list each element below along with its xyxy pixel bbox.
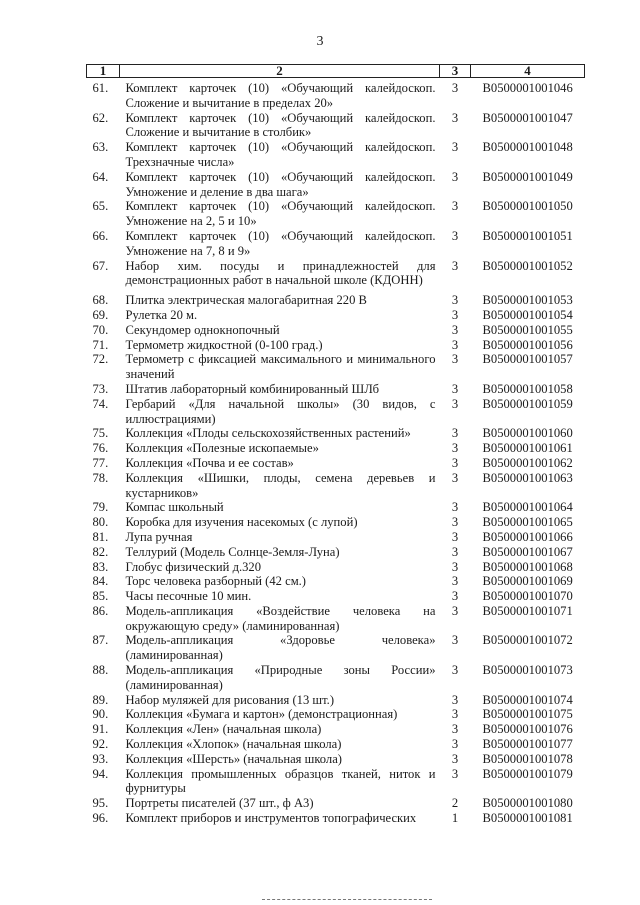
- item-number: 93.: [92, 751, 109, 766]
- item-quantity: 3: [451, 559, 459, 574]
- item-quantity: 3: [451, 140, 459, 155]
- item-code: В0500001001079: [482, 766, 573, 781]
- item-name: Рулетка 20 м.: [125, 307, 198, 322]
- item-code: В0500001001070: [482, 589, 573, 604]
- item-number: 61.: [92, 81, 109, 95]
- item-code: В0500001001062: [482, 455, 573, 470]
- item-name: Часы песочные 10 мин.: [125, 589, 252, 604]
- item-name: Штатив лабораторный комбинированный ШЛб: [125, 381, 380, 396]
- item-number: 79.: [92, 500, 109, 515]
- item-code: В0500001001047: [482, 110, 573, 125]
- item-quantity: 3: [451, 663, 459, 678]
- item-number: 90.: [92, 707, 109, 722]
- item-code: В0500001001063: [482, 470, 573, 485]
- inventory-table: [86, 64, 585, 826]
- item-number: 89.: [92, 692, 109, 707]
- table-row: [87, 545, 585, 560]
- table-row: [87, 78, 585, 111]
- item-code: В0500001001071: [482, 603, 573, 618]
- item-name: Коллекция «Шерсть» (начальная школа): [125, 751, 342, 766]
- item-name: Плитка электрическая малогабаритная 220 В: [125, 293, 367, 308]
- item-number: 85.: [92, 589, 109, 604]
- item-name: Коллекция «Плоды сельскохозяйственных растений»: [125, 426, 411, 441]
- item-name: Лупа ручная: [125, 529, 193, 544]
- item-code: В0500001001052: [482, 258, 573, 273]
- table-row: [87, 352, 585, 382]
- item-number: 76.: [92, 441, 109, 456]
- item-name: Комплект карточек (10) «Обучающий калейдоскоп. Трехзначные числа»: [125, 140, 436, 169]
- item-name: Комплект карточек (10) «Обучающий калейдоскоп. Умножение на 2, 5 и 10»: [125, 199, 436, 229]
- item-quantity: 3: [451, 603, 459, 618]
- item-number: 84.: [92, 574, 109, 589]
- item-name: Глобус физический д.320: [125, 559, 262, 574]
- item-code: В0500001001056: [482, 337, 573, 352]
- item-quantity: 3: [451, 751, 459, 766]
- item-name: Набор муляжей для рисования (13 шт.): [125, 692, 335, 707]
- item-number: 83.: [92, 559, 109, 574]
- table-row: [87, 323, 585, 338]
- header-col-2: 2: [120, 65, 440, 78]
- item-quantity: 3: [451, 529, 459, 544]
- table-row: [87, 229, 585, 259]
- item-name: Термометр жидкостной (0-100 град.): [125, 337, 323, 352]
- item-code: В0500001001081: [482, 811, 573, 826]
- item-number: 64.: [92, 169, 109, 184]
- table-row: [87, 471, 585, 501]
- table-row: [87, 308, 585, 323]
- item-number: 72.: [92, 352, 109, 367]
- table-row: [87, 259, 585, 289]
- item-number: 77.: [92, 455, 109, 470]
- item-quantity: 3: [451, 322, 459, 337]
- item-number: 94.: [92, 766, 109, 781]
- item-quantity: 3: [451, 381, 459, 396]
- item-code: В0500001001072: [482, 633, 573, 648]
- item-name: Модель-аппликация «Воздействие человека на окружающую среду» (ламинированная): [125, 603, 436, 633]
- table-row: [87, 707, 585, 722]
- table-row: [87, 500, 585, 515]
- item-quantity: 1: [451, 811, 459, 826]
- table-row: [87, 663, 585, 693]
- item-name: Комплект карточек (10) «Обучающий калейдоскоп. Умножение на 7, 8 и 9»: [125, 228, 436, 258]
- item-code: В0500001001078: [482, 751, 573, 766]
- table-row: [87, 140, 585, 170]
- item-number: 80.: [92, 515, 109, 530]
- item-code: В0500001001057: [482, 352, 573, 367]
- item-code: В0500001001069: [482, 574, 573, 589]
- item-number: 78.: [92, 470, 109, 485]
- item-code: В0500001001054: [482, 307, 573, 322]
- table-row: [87, 722, 585, 737]
- item-code: В0500001001048: [482, 140, 573, 155]
- item-code: В0500001001065: [482, 515, 573, 530]
- item-name: Коллекция «Бумага и картон» (демонстрационная): [125, 707, 398, 722]
- item-code: В0500001001046: [482, 81, 573, 95]
- item-quantity: 3: [451, 81, 459, 95]
- item-number: 91.: [92, 722, 109, 737]
- table-row: [87, 382, 585, 397]
- table-row: [87, 693, 585, 708]
- item-code: В0500001001050: [482, 199, 573, 214]
- item-quantity: 3: [451, 589, 459, 604]
- table-row: [87, 338, 585, 353]
- item-number: 66.: [92, 228, 109, 243]
- item-quantity: 3: [451, 396, 459, 411]
- item-code: В0500001001074: [482, 692, 573, 707]
- item-code: В0500001001058: [482, 381, 573, 396]
- table-row: [87, 574, 585, 589]
- item-quantity: 3: [451, 441, 459, 456]
- item-number: 81.: [92, 529, 109, 544]
- item-number: 82.: [92, 544, 109, 559]
- item-quantity: 3: [451, 470, 459, 485]
- item-quantity: 3: [451, 228, 459, 243]
- table-row: [87, 426, 585, 441]
- item-number: 62.: [92, 110, 109, 125]
- item-name: Коллекция «Полезные ископаемые»: [125, 441, 319, 456]
- item-code: В0500001001055: [482, 322, 573, 337]
- table-row: [87, 737, 585, 752]
- item-quantity: 3: [451, 692, 459, 707]
- header-col-4: 4: [471, 65, 585, 78]
- header-col-1: 1: [87, 65, 120, 78]
- item-name: Коробка для изучения насекомых (с лупой): [125, 515, 358, 530]
- item-name: Комплект карточек (10) «Обучающий калейдоскоп. Сложение и вычитание в столбик»: [125, 110, 436, 140]
- table-row: [87, 170, 585, 200]
- item-code: В0500001001076: [482, 722, 573, 737]
- table-row: [87, 530, 585, 545]
- table-row: [87, 199, 585, 229]
- table-row: [87, 515, 585, 530]
- table-row: [87, 560, 585, 575]
- footer-divider: [262, 899, 432, 900]
- item-number: 63.: [92, 140, 109, 155]
- item-name: Набор хим. посуды и принадлежностей для демонстрационных работ в начальной школе (КДОНН): [125, 258, 436, 288]
- page-number: 3: [316, 34, 324, 49]
- item-name: Секундомер однокнопочный: [125, 322, 280, 337]
- item-code: В0500001001073: [482, 663, 573, 678]
- table-row: [87, 589, 585, 604]
- item-quantity: 3: [451, 766, 459, 781]
- item-code: В0500001001051: [482, 228, 573, 243]
- item-name: Комплект карточек (10) «Обучающий калейдоскоп. Умножение и деление в два шага»: [125, 169, 436, 199]
- item-name: Портреты писателей (37 шт., ф А3): [125, 796, 314, 811]
- item-number: 96.: [92, 811, 109, 826]
- item-code: В0500001001061: [482, 441, 573, 456]
- item-number: 67.: [92, 258, 109, 273]
- item-name: Модель-аппликация «Природные зоны России» (ламинированная): [125, 663, 436, 692]
- table-row: [87, 604, 585, 634]
- item-name: Коллекция «Хлопок» (начальная школа): [125, 737, 342, 752]
- item-quantity: 3: [451, 426, 459, 441]
- item-code: В0500001001067: [482, 544, 573, 559]
- item-code: В0500001001080: [482, 796, 573, 811]
- item-number: 86.: [92, 603, 109, 618]
- table-row: [87, 811, 585, 826]
- table-row: [87, 111, 585, 141]
- item-code: В0500001001060: [482, 426, 573, 441]
- item-name: Комплект приборов и инструментов топографических: [125, 811, 417, 826]
- item-quantity: 3: [451, 169, 459, 184]
- item-name: Теллурий (Модель Солнце-Земля-Луна): [125, 544, 340, 559]
- item-quantity: 3: [451, 258, 459, 273]
- item-code: В0500001001049: [482, 169, 573, 184]
- item-quantity: 3: [451, 544, 459, 559]
- item-number: 87.: [92, 633, 109, 648]
- item-number: 88.: [92, 663, 109, 678]
- item-code: В0500001001053: [482, 293, 573, 308]
- table-header-row: [87, 65, 585, 78]
- item-name: Коллекция «Шишки, плоды, семена деревьев и кустарников»: [125, 470, 436, 500]
- item-code: В0500001001064: [482, 500, 573, 515]
- item-quantity: 3: [451, 737, 459, 752]
- item-name: Коллекция «Лен» (начальная школа): [125, 722, 322, 737]
- item-quantity: 3: [451, 633, 459, 648]
- item-number: 68.: [92, 293, 109, 308]
- item-code: В0500001001077: [482, 737, 573, 752]
- item-number: 92.: [92, 737, 109, 752]
- item-code: В0500001001066: [482, 529, 573, 544]
- item-name: Коллекция «Почва и ее состав»: [125, 455, 294, 470]
- item-quantity: 2: [451, 796, 459, 811]
- item-name: Компас школьный: [125, 500, 224, 515]
- item-code: В0500001001059: [482, 396, 573, 411]
- table-row: [87, 633, 585, 663]
- item-quantity: 3: [451, 110, 459, 125]
- item-quantity: 3: [451, 293, 459, 308]
- item-code: В0500001001075: [482, 707, 573, 722]
- item-number: 65.: [92, 199, 109, 214]
- table-row: [87, 767, 585, 797]
- table-row: [87, 456, 585, 471]
- item-quantity: 3: [451, 199, 459, 214]
- item-number: 95.: [92, 796, 109, 811]
- item-quantity: 3: [451, 707, 459, 722]
- item-number: 71.: [92, 337, 109, 352]
- item-quantity: 3: [451, 500, 459, 515]
- item-quantity: 3: [451, 337, 459, 352]
- item-number: 70.: [92, 322, 109, 337]
- item-name: Гербарий «Для начальной школы» (30 видов, с иллюстрациями): [125, 396, 436, 426]
- table-row: [87, 441, 585, 456]
- item-quantity: 3: [451, 352, 459, 367]
- item-number: 75.: [92, 426, 109, 441]
- header-col-3: 3: [440, 65, 471, 78]
- table-row: [87, 752, 585, 767]
- table-row: [87, 397, 585, 427]
- item-name: Коллекция промышленных образцов тканей, ниток и фурнитуры: [125, 766, 436, 796]
- item-number: 69.: [92, 307, 109, 322]
- item-quantity: 3: [451, 722, 459, 737]
- item-quantity: 3: [451, 515, 459, 530]
- item-number: 73.: [92, 381, 109, 396]
- table-row: [87, 288, 585, 308]
- item-code: В0500001001068: [482, 559, 573, 574]
- item-quantity: 3: [451, 307, 459, 322]
- item-number: 74.: [92, 396, 109, 411]
- item-name: Модель-аппликация «Здоровье человека» (ламинированная): [125, 633, 436, 663]
- item-quantity: 3: [451, 455, 459, 470]
- item-quantity: 3: [451, 574, 459, 589]
- item-name: Термометр с фиксацией максимального и минимального значений: [125, 352, 436, 382]
- item-name: Комплект карточек (10) «Обучающий калейдоскоп. Сложение и вычитание в пределах 20»: [125, 81, 436, 110]
- item-name: Торс человека разборный (42 см.): [125, 574, 306, 589]
- table-row: [87, 796, 585, 811]
- table-body: [87, 78, 585, 826]
